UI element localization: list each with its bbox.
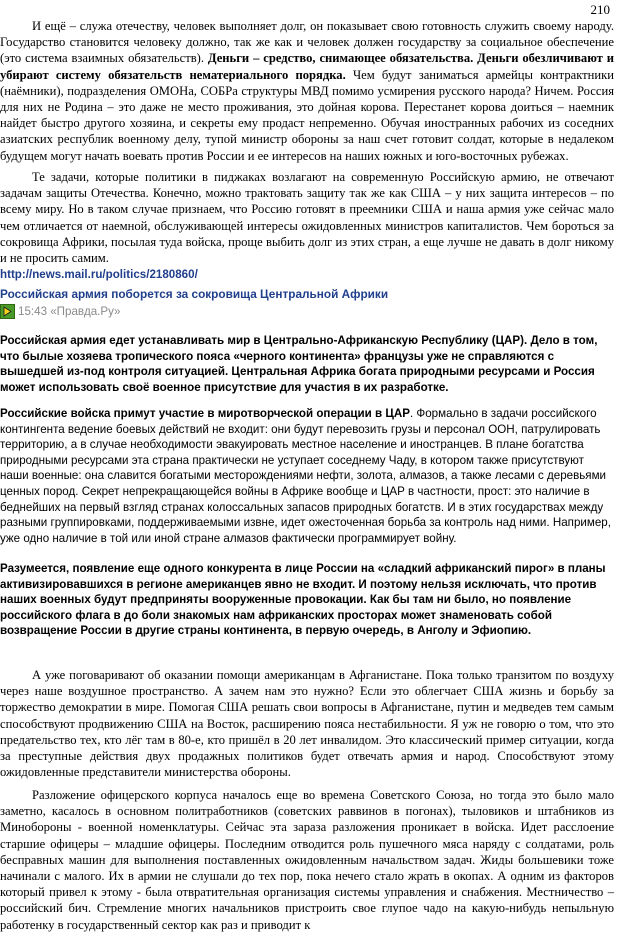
article-paragraph-competitor: Разумеется, появление еще одного конкурента в лице России на «сладкий африканский пирог» в планы активизировавшихся в регионе американцев явно не входит. И поэтому нельзя исключать, что против наших военных будут предприняты вооруженные провокации. Как бы там ни было, но появление российского флага в до боли знакомых нам африканских просторах может знаменовать собой возвращение России в другие страны континента, в первую очередь, в Анголу и Эфиопию. [0,562,606,638]
article-paragraph-operation [0,406,614,546]
paragraph-duty-bold: Деньги – средство, снимающее обязательства. Деньги обезличивают и убирают систему обязательств нематериального порядка. [0,51,614,82]
pravda-source-icon [0,304,15,319]
article-meta [0,302,120,320]
paragraph-afghanistan [0,667,614,780]
article-time-source: 15:43 «Правда.Ру» [18,304,121,318]
article-paragraph-operation-text: . Формально в задачи российского контингента ведение боевых действий не входит: они будут перевозить грузы и персонал ООН, патрулировать территорию, а в случае необходимости эвакуировать местное население и иностранцев. В плане богатства природными ресурсами эта страна практически не уступает соседнему Чаду, в котором также присутствуют наши военные: она славится богатыми месторождениями нефти, золота, алмазов, а также лесами с деревьями ценных пород. Секрет непрекращающейся войны в Африке вообще и ЦАР в частности, прост: это наличие в беднейших на первый взгляд странах колоссальных запасов природных богатств. И в этих государствах между разными группировками, поддерживаемыми извне, идет ожесточенная борьба за контроль над ними. Например, уже одно наличие в той или иной стране алмазов фактически программирует войну. [0,407,611,545]
article-paragraph-operation-bold: Российские войска примут участие в миротворческой операции в ЦАР [0,407,410,420]
paragraph-officers [0,787,614,933]
source-link[interactable]: http://news.mail.ru/politics/2180860/ [0,268,198,281]
paragraph-duty-text-a: И ещё – служа отечеству, человек выполняет долг, он показывает свою готовность служить своему народу. Государство становится человеку должно, так же как и человек должен государству за социальное обеспечение (это система взаимных обязательств). [0,19,614,66]
paragraph-duty-text-c: Чем будут заниматься армейцы контрактники (наёмники), подразделения ОМОНа, СОБРа структуры МВД помимо усмирения русского народа? Ничем. Россия для них не Родина – это даже не место проживания, это дойная корова. Перестанет корова доиться – наемник найдет быстро другого хозяина, и секреты ему продаст непременно. Обучая иностранных рабочих из соседних азиатских республик военному делу, тупой министр обороны за наш счет готовит солдат, которые в недалеком будущем могут начать воевать против России и ее интересов на наших южных и юго-восточных рубежах. [0,67,615,163]
article-headline[interactable]: Российская армия поборется за сокровища Центральной Африки [0,287,389,301]
paragraph-tasks-text: Те задачи, которые политики в пиджаках возлагают на современную Российскую армию, не отвечают задачам защиты Отечества. Конечно, можно трактовать защиту так же как США – у них защита интересов – по всему миру. Но в таком случае признаем, что Россию готовят в преемники США и наша армия уже сейчас мало чем отличается от наемной, обслуживающей интересы ожидовленных министров капиталистов. Чем бороться за сокровища Африки, посылая туда войска, проще выбить долг из этих стран, а еще лучше не давать в долг никому и не просить самим. [0,170,614,266]
paragraph-afghanistan-text: А уже поговаривают об оказании помощи американцам в Афганистане. Пока только транзитом по воздуху через наше воздушное пространство. А зачем нам это нужно? Если это облегчает США жизнь и борьбу за торжество демократии в мире. Помогая США решать свои вопросы в Афганистане, путин и медведев тем самым способствуют продвижению США на Восток, расширению пояса нестабильности. Я уж не говорю о том, что это предательство тех, кто лёг там в 80-е, кто пришёл в 20 лет инвалидом. Это классический пример ситуации, когда за преступные действия двух продажных политиков будет отвечать армия и народ. Способствуют этому ожидовленные представители министерства обороны. [0,668,614,780]
page-number: 210 [590,2,610,17]
paragraph-tasks [0,169,614,266]
paragraph-officers-text: Разложение офицерского корпуса началось еще во времена Советского Союза, но тогда это было мало заметно, касалось в основном политработников (советских раввинов в погонах), тыловиков и штабников из Минобороны - военной номенклатуры. Сейчас эта зараза разложения проникает в войска. Идет расслоение старшие офицеры – младшие офицеры. Последним отводится роль пушечного мяса наряду с солдатами, роль бесправных машин для выполнения поставленных ожидовленным начальством задач. Жиды большевики тоже начинали с малого. Их в армии не слушали до тех пор, пока нечего стало жрать в окопах. А одним из факторов который привел к этому - была отвратительная организация системы управления и снабжения. Местничество – российский бич. Стремление многих начальников пристроить свое глупое чадо на какую-нибудь непыльную работенку в государственный сектор как раз и приводит к [0,788,614,932]
article-lead: Российская армия едет устанавливать мир в Центрально-Африканскую Республику (ЦАР). Дело в том, что былые хозяева тропического пояса «черного континента» французы уже не справляются с вышедшей из-под контроля ситуацией. Центральная Африка богата природными ресурсами и Россия может использовать своё военное присутствие для участия в их разработке. [0,334,598,394]
paragraph-duty [0,18,614,164]
